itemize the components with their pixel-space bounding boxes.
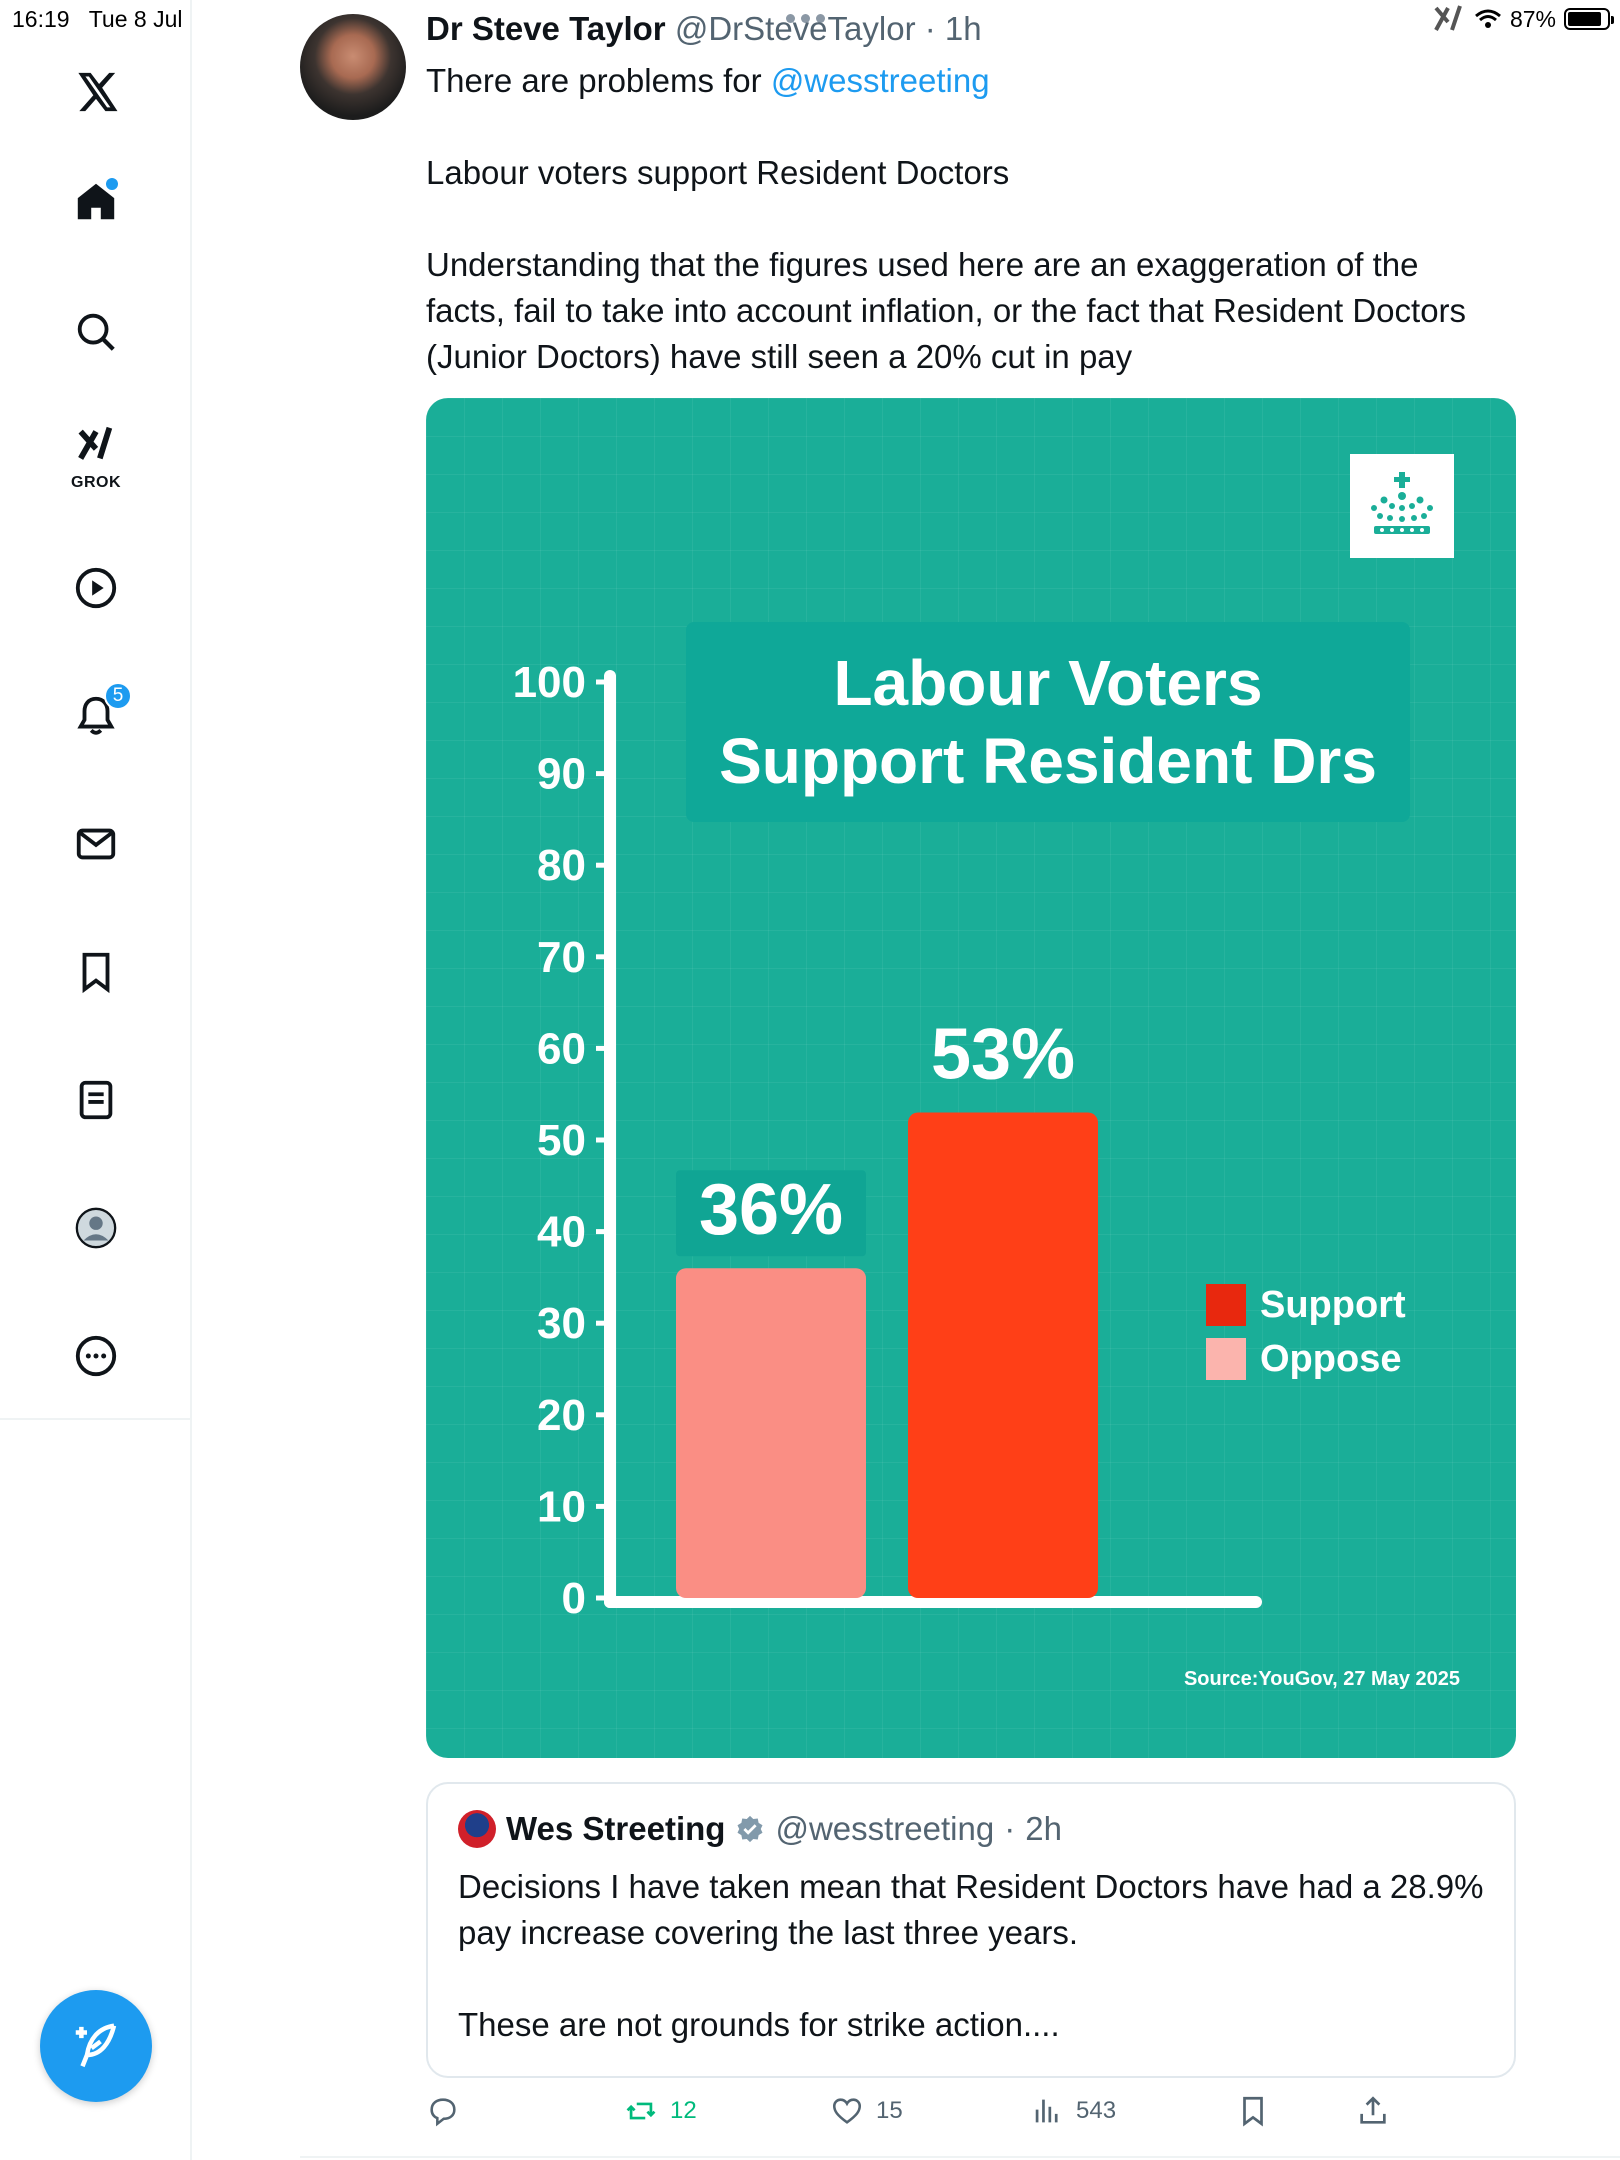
y-tick-label: 80 bbox=[537, 841, 586, 891]
sidebar bbox=[0, 0, 192, 2160]
lists-icon[interactable] bbox=[66, 1070, 126, 1130]
mention-link[interactable]: @wesstreeting bbox=[770, 62, 990, 99]
views-icon bbox=[1030, 2094, 1064, 2128]
y-tick-label: 100 bbox=[512, 658, 586, 707]
status-indicators bbox=[1432, 4, 1610, 34]
bar-oppose bbox=[676, 1268, 866, 1598]
grok-status-icon bbox=[1432, 4, 1466, 34]
notification-badge: 5 bbox=[104, 682, 132, 710]
y-tick-label: 50 bbox=[537, 1116, 586, 1165]
wifi-icon bbox=[1474, 8, 1502, 30]
repost-button[interactable] bbox=[624, 2094, 697, 2128]
grok-icon[interactable] bbox=[66, 422, 126, 491]
data-label-support: 53% bbox=[930, 1014, 1076, 1095]
bookmarks-icon[interactable] bbox=[66, 942, 126, 1002]
legend-swatch-oppose bbox=[1206, 1338, 1246, 1380]
messages-icon[interactable] bbox=[66, 814, 126, 874]
share-button[interactable] bbox=[1356, 2094, 1390, 2128]
search-icon[interactable] bbox=[66, 302, 126, 362]
quote-author-avatar[interactable] bbox=[458, 1810, 496, 1848]
status-clock: 16:19 bbox=[12, 6, 70, 32]
bookmark-icon bbox=[1236, 2094, 1270, 2128]
tweet-media-chart[interactable] bbox=[426, 398, 1516, 1758]
like-button[interactable] bbox=[830, 2094, 903, 2128]
repost-icon bbox=[624, 2094, 658, 2128]
share-icon bbox=[1356, 2094, 1390, 2128]
home-unread-dot bbox=[106, 178, 118, 190]
chart-title-line-2: Support Resident Drs bbox=[719, 725, 1377, 797]
legend-label-support: Support bbox=[1260, 1283, 1406, 1326]
sidebar-divider bbox=[0, 1418, 192, 1420]
bookmark-button[interactable] bbox=[1236, 2094, 1270, 2128]
y-tick-label: 20 bbox=[537, 1390, 586, 1440]
reply-icon bbox=[426, 2094, 460, 2128]
timeline-divider bbox=[300, 2156, 1620, 2158]
chart-title bbox=[686, 622, 1410, 822]
chart-legend bbox=[1206, 1278, 1406, 1386]
notifications-icon[interactable] bbox=[66, 686, 126, 746]
legend-swatch-support bbox=[1206, 1284, 1246, 1326]
view-count: 543 bbox=[1076, 2097, 1117, 2124]
legend-label-oppose: Oppose bbox=[1260, 1337, 1402, 1380]
compose-button[interactable] bbox=[40, 1990, 152, 2102]
y-tick-label: 40 bbox=[537, 1207, 586, 1257]
status-date: Tue 8 Jul bbox=[88, 6, 183, 32]
like-count: 15 bbox=[876, 2097, 903, 2124]
tweet-time[interactable]: 1h bbox=[944, 10, 982, 47]
video-icon[interactable] bbox=[66, 558, 126, 618]
legend-item-support bbox=[1206, 1278, 1406, 1332]
reply-button[interactable] bbox=[426, 2094, 460, 2128]
author-handle[interactable]: @DrSteveTaylor bbox=[674, 10, 916, 47]
legend-item-oppose bbox=[1206, 1332, 1406, 1386]
quoted-tweet[interactable] bbox=[426, 1782, 1516, 2078]
bar-support bbox=[908, 1113, 1098, 1598]
heart-icon bbox=[830, 2094, 864, 2128]
crown-logo-icon bbox=[1350, 454, 1454, 558]
profile-icon[interactable] bbox=[66, 1198, 126, 1258]
quote-text-2: These are not grounds for strike action.... bbox=[458, 2006, 1060, 2043]
tweet-text-prefix: There are problems for bbox=[426, 62, 771, 99]
y-tick-label: 60 bbox=[537, 1024, 586, 1074]
x-logo-icon[interactable] bbox=[66, 62, 126, 122]
y-tick-label: 70 bbox=[537, 932, 586, 982]
author-avatar[interactable] bbox=[300, 14, 406, 120]
tweet-actions bbox=[426, 2094, 1516, 2144]
views-button[interactable] bbox=[1030, 2094, 1116, 2128]
tweet-header: Dr Steve Taylor @DrSteveTaylor · 1h bbox=[426, 10, 982, 47]
tweet-text bbox=[426, 58, 1506, 380]
home-icon[interactable] bbox=[66, 172, 126, 232]
data-label-oppose: 36% bbox=[698, 1170, 844, 1251]
battery-icon bbox=[1564, 8, 1610, 30]
y-tick-label: 0 bbox=[561, 1574, 586, 1623]
battery-percent: 87% bbox=[1509, 5, 1556, 32]
quote-header: Wes Streeting @wesstreeting · 2h bbox=[458, 1810, 1062, 1848]
y-tick-label: 10 bbox=[537, 1482, 586, 1532]
y-tick-label: 90 bbox=[537, 749, 586, 799]
bar-chart bbox=[426, 398, 1516, 1758]
quote-author-handle[interactable]: @wesstreeting bbox=[775, 1810, 995, 1847]
author-name[interactable]: Dr Steve Taylor bbox=[426, 10, 666, 47]
compose-icon bbox=[69, 2019, 123, 2073]
repost-count: 12 bbox=[670, 2097, 697, 2124]
verified-badge-icon bbox=[735, 1814, 765, 1844]
chart-source: Source:YouGov, 27 May 2025 bbox=[1183, 1668, 1460, 1690]
more-icon[interactable] bbox=[66, 1326, 126, 1386]
quote-text-1: Decisions I have taken mean that Resident Doctors have had a 28.9% pay increase covering the last three years. bbox=[458, 1868, 1484, 1951]
grok-label: GROK bbox=[71, 474, 121, 491]
quote-author-name[interactable]: Wes Streeting bbox=[506, 1810, 726, 1847]
quote-time[interactable]: 2h bbox=[1025, 1810, 1062, 1847]
tweet-line-3: Understanding that the figures used here are an exaggeration of the facts, fail to take into account inflation, or the fact that Resident Doctors (Junior Doctors) have still seen a 20% cut in pay bbox=[426, 246, 1467, 375]
tweet-line-2: Labour voters support Resident Doctors bbox=[426, 154, 1010, 191]
y-tick-label: 30 bbox=[537, 1299, 586, 1349]
quote-text bbox=[458, 1864, 1488, 2048]
chart-title-line-1: Labour Voters bbox=[833, 647, 1263, 719]
